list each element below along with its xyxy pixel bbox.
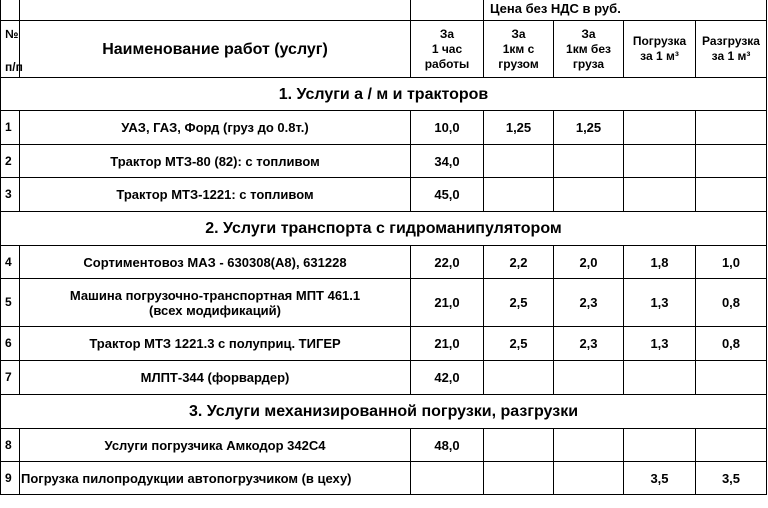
row-num: 2 — [1, 145, 20, 178]
row-name: Трактор МТЗ 1221.3 с полуприц. ТИГЕР — [20, 327, 411, 361]
col-name-header: Наименование работ (услуг) — [20, 21, 411, 78]
row-hour: 10,0 — [411, 111, 484, 145]
col-hour-line-3: работы — [424, 56, 470, 71]
row-name: УАЗ, ГАЗ, Форд (груз до 0.8т.) — [20, 111, 411, 145]
table-row — [1, 462, 767, 495]
col-loading-header — [624, 21, 696, 78]
row-name: Машина погрузочно-транспортная МПТ 461.1 — [69, 287, 361, 303]
row-km-empty — [554, 429, 624, 462]
row-hour: 21,0 — [411, 279, 484, 327]
row-km-empty — [554, 145, 624, 178]
row-km-load — [484, 429, 554, 462]
col-loading-line-1: Погрузка — [632, 34, 687, 48]
row-unloading: 0,8 — [696, 279, 767, 327]
col-km-empty-header — [554, 21, 624, 78]
col-unloading-line-2: за 1 м³ — [711, 49, 751, 63]
row-loading — [624, 145, 696, 178]
row-name: Трактор МТЗ-80 (82): с топливом — [20, 145, 411, 178]
header-hour-blank — [411, 0, 484, 21]
row-unloading: 3,5 — [696, 462, 767, 495]
row-km-empty — [554, 178, 624, 212]
price-title: Цена без НДС в руб. — [484, 0, 767, 21]
row-hour: 48,0 — [411, 429, 484, 462]
row-km-load: 2,2 — [484, 246, 554, 279]
table-row — [1, 279, 767, 327]
table-row — [1, 145, 767, 178]
row-hour: 42,0 — [411, 361, 484, 395]
row-unloading — [696, 361, 767, 395]
row-name: Трактор МТЗ-1221: с топливом — [20, 178, 411, 212]
row-km-load — [484, 145, 554, 178]
row-unloading: 1,0 — [696, 246, 767, 279]
col-km-load-header — [484, 21, 554, 78]
col-loading-line-2: за 1 м³ — [640, 49, 679, 63]
row-hour: 21,0 — [411, 327, 484, 361]
table-row — [1, 246, 767, 279]
col-unloading-line-1: Разгрузка — [702, 34, 760, 48]
row-loading: 3,5 — [624, 462, 696, 495]
row-hour: 34,0 — [411, 145, 484, 178]
row-km-load: 2,5 — [484, 327, 554, 361]
row-unloading: 0,8 — [696, 327, 767, 361]
row-unloading — [696, 178, 767, 212]
row-loading — [624, 178, 696, 212]
row-km-empty: 2,0 — [554, 246, 624, 279]
row-name-cell — [20, 279, 411, 327]
section-title: 2. Услуги транспорта с гидроманипулятором — [1, 212, 767, 246]
row-num: 8 — [1, 429, 20, 462]
row-km-empty: 1,25 — [554, 111, 624, 145]
col-hour-line-1: За — [439, 26, 455, 41]
col-km-load-line-3: грузом — [498, 56, 539, 71]
col-km-load-line-1: За — [511, 26, 526, 41]
row-loading: 1,3 — [624, 327, 696, 361]
row-km-load — [484, 462, 554, 495]
row-km-load — [484, 178, 554, 212]
header-corner-blank — [1, 0, 20, 21]
row-name: Погрузка пилопродукции автопогрузчиком (в цеху) — [20, 462, 411, 495]
col-hour-header — [411, 21, 484, 78]
row-loading — [624, 111, 696, 145]
table-row — [1, 429, 767, 462]
row-loading: 1,3 — [624, 279, 696, 327]
row-num: 9 — [1, 462, 20, 495]
row-loading — [624, 429, 696, 462]
row-loading: 1,8 — [624, 246, 696, 279]
row-num: 3 — [1, 178, 20, 212]
row-hour — [411, 462, 484, 495]
table-row — [1, 327, 767, 361]
row-num: 6 — [1, 327, 20, 361]
row-name-line-2: (всех модификаций) — [149, 302, 281, 318]
row-unloading — [696, 145, 767, 178]
row-km-empty — [554, 462, 624, 495]
row-hour: 22,0 — [411, 246, 484, 279]
row-unloading — [696, 111, 767, 145]
row-hour: 45,0 — [411, 178, 484, 212]
col-km-empty-line-3: груза — [572, 56, 605, 71]
col-num-bottom: п/п — [5, 60, 23, 74]
col-km-empty-line-1: За — [581, 26, 596, 41]
col-hour-line-2: 1 час — [431, 41, 463, 56]
table-row — [1, 178, 767, 212]
row-km-load: 2,5 — [484, 279, 554, 327]
col-num-top: № — [5, 27, 19, 41]
col-num-header — [1, 21, 23, 78]
section-title: 3. Услуги механизированной погрузки, разгрузки — [1, 395, 767, 429]
col-km-load-line-2: 1км с — [502, 41, 535, 56]
col-km-empty-line-2: 1км без — [566, 41, 611, 56]
row-loading — [624, 361, 696, 395]
row-num: 1 — [1, 111, 20, 145]
row-name: Сортиментовоз МАЗ - 630308(А8), 631228 — [20, 246, 411, 279]
row-num: 5 — [1, 279, 20, 327]
row-name: Услуги погрузчика Амкодор 342С4 — [20, 429, 411, 462]
row-km-load — [484, 361, 554, 395]
row-num: 7 — [1, 361, 20, 395]
row-km-empty: 2,3 — [554, 327, 624, 361]
row-km-load: 1,25 — [484, 111, 554, 145]
row-unloading — [696, 429, 767, 462]
row-km-empty: 2,3 — [554, 279, 624, 327]
row-km-empty — [554, 361, 624, 395]
row-num: 4 — [1, 246, 20, 279]
section-title: 1. Услуги а / м и тракторов — [1, 78, 767, 111]
header-name-blank — [20, 0, 411, 21]
row-name: МЛПТ-344 (форвардер) — [20, 361, 411, 395]
table-row — [1, 111, 767, 145]
col-unloading-header — [696, 21, 767, 78]
table-row — [1, 361, 767, 395]
